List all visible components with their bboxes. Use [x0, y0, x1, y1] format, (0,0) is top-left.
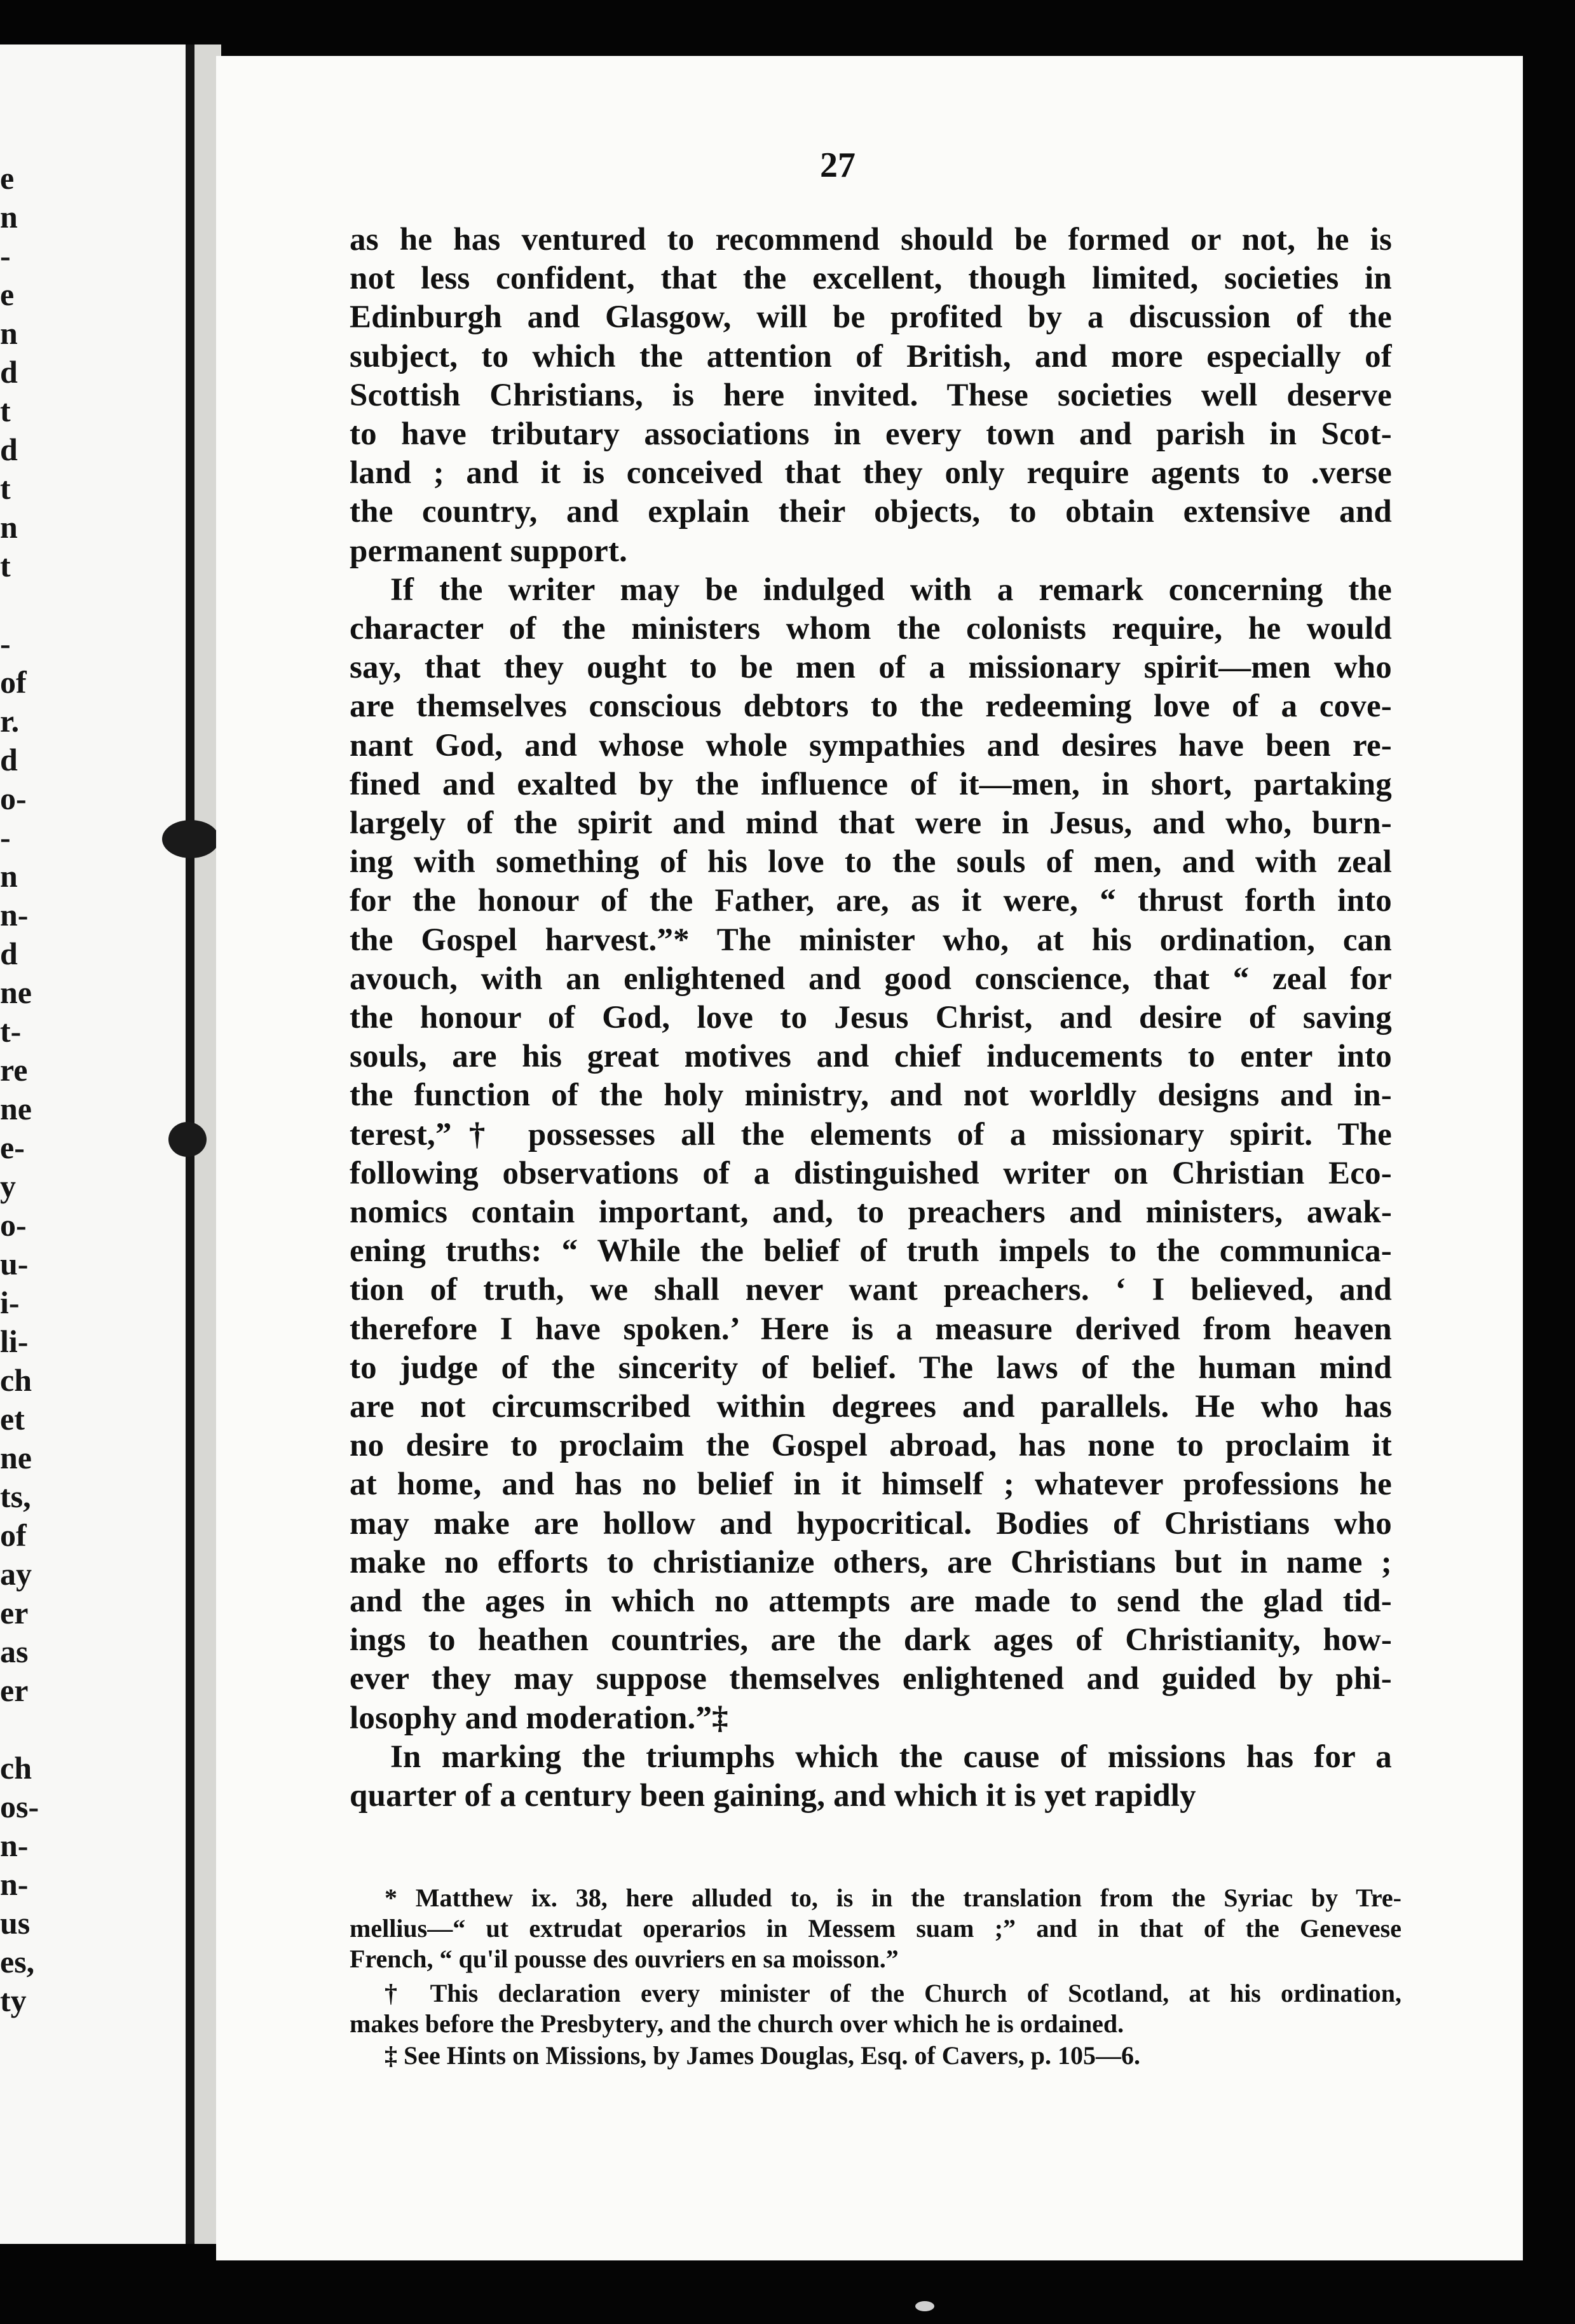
- text-line: land ; and it is conceived that they only require agents to .verse: [350, 455, 1392, 491]
- facing-page-text-fragments: [0, 159, 39, 2020]
- text-line: subject, to which the attention of British, and more especially of: [350, 338, 1392, 374]
- margin-fragment: er: [0, 1595, 29, 1630]
- margin-fragment: n-: [0, 897, 29, 933]
- text-line: terest,”† possesses all the elements of a missionary spirit. The: [350, 1116, 1392, 1152]
- text-line: ening truths: “ While the belief of truth impels to the communica-: [350, 1233, 1392, 1269]
- margin-fragment: n-: [0, 1866, 29, 1902]
- text-line: to have tributary associations in every town and parish in Scot-: [350, 416, 1392, 452]
- margin-fragment: ay: [0, 1556, 32, 1592]
- text-line: are not circumscribed within degrees and parallels. He who has: [350, 1389, 1392, 1425]
- margin-fragment: -: [0, 625, 11, 661]
- margin-fragment: n: [0, 509, 18, 545]
- margin-fragment: et: [0, 1401, 25, 1437]
- margin-fragment: ch: [0, 1362, 32, 1398]
- text-line: Scottish Christians, is here invited. These societies well deserve: [350, 377, 1392, 413]
- text-line: nant God, and whose whole sympathies and desires have been re-: [350, 727, 1392, 763]
- text-line: quarter of a century been gaining, and which it is yet rapidly: [350, 1778, 1196, 1814]
- margin-fragment: d: [0, 936, 18, 971]
- text-line: no desire to proclaim the Gospel abroad, has none to proclaim it: [350, 1428, 1392, 1464]
- text-line: souls, are his great motives and chief inducements to enter into: [350, 1039, 1392, 1075]
- footnote-line: mellius—“ ut extrudat operarios in Messem suam ;” and in that of the Genevese: [350, 1914, 1401, 1943]
- margin-fragment: n: [0, 199, 18, 235]
- ink-blot: [162, 820, 219, 858]
- margin-fragment: d: [0, 432, 18, 467]
- text-line: permanent support.: [350, 533, 628, 569]
- footnote-line: † This declaration every minister of the Church of Scotland, at his ordination,: [385, 1979, 1401, 2007]
- margin-fragment: o-: [0, 1207, 27, 1243]
- margin-fragment: of: [0, 664, 27, 700]
- page-smudge: [915, 2301, 934, 2311]
- margin-fragment: ch: [0, 1750, 32, 1786]
- text-line: ing with something of his love to the souls of men, and with zeal: [350, 844, 1392, 880]
- text-line: as he has ventured to recommend should be formed or not, he is: [350, 222, 1392, 257]
- margin-fragment: t: [0, 548, 11, 584]
- text-line: Edinburgh and Glasgow, will be profited by a discussion of the: [350, 299, 1392, 336]
- margin-fragment: -: [0, 819, 11, 855]
- margin-fragment: n: [0, 858, 18, 894]
- margin-fragment: -: [0, 238, 11, 273]
- margin-fragment: [0, 1710, 25, 1749]
- text-line: for the honour of the Father, are, as it were, “ thrust forth into: [350, 883, 1392, 919]
- footnote-line: French, “ qu'il pousse des ouvriers en sa moisson.”: [350, 1945, 899, 1973]
- margin-fragment: e-: [0, 1130, 25, 1165]
- text-line: the Gospel harvest.”* The minister who, at his ordination, can: [350, 922, 1392, 958]
- margin-fragment: i-: [0, 1285, 20, 1320]
- margin-fragment: ty: [0, 1983, 27, 2018]
- text-line: avouch, with an enlightened and good conscience, that “ zeal for: [350, 960, 1392, 997]
- margin-fragment: d: [0, 354, 18, 390]
- margin-fragment: as: [0, 1634, 29, 1669]
- text-line: and the ages in which no attempts are made to send the glad tid-: [350, 1583, 1392, 1619]
- margin-fragment: e: [0, 160, 15, 196]
- margin-fragment: n: [0, 315, 18, 351]
- margin-fragment: os-: [0, 1789, 39, 1824]
- margin-fragment: re: [0, 1052, 28, 1088]
- text-line: therefore I have spoken.’ Here is a measure derived from heaven: [350, 1311, 1392, 1347]
- text-line: at home, and has no belief in it himself ; whatever professions he: [350, 1466, 1392, 1503]
- margin-fragment: li-: [0, 1323, 29, 1359]
- text-line: losophy and moderation.”‡: [350, 1700, 728, 1736]
- margin-fragment: [0, 585, 25, 624]
- margin-fragment: n-: [0, 1828, 29, 1863]
- margin-fragment: t-: [0, 1013, 22, 1049]
- margin-fragment: ne: [0, 1091, 32, 1126]
- footnote-line: ‡ See Hints on Missions, by James Douglas, Esq. of Cavers, p. 105—6.: [385, 2041, 1141, 2070]
- text-line: largely of the spirit and mind that were in Jesus, and who, burn-: [350, 805, 1392, 841]
- text-line: In marking the triumphs which the cause of missions has for a: [390, 1739, 1392, 1775]
- margin-fragment: o-: [0, 781, 27, 816]
- text-line: may make are hollow and hypocritical. Bodies of Christians who: [350, 1505, 1392, 1541]
- ink-blot: [168, 1122, 207, 1157]
- margin-fragment: of: [0, 1517, 27, 1553]
- footnote-line: makes before the Presbytery, and the church over which he is ordained.: [350, 2009, 1124, 2038]
- text-line: If the writer may be indulged with a remark concerning the: [390, 571, 1392, 608]
- text-line: ings to heathen countries, are the dark ages of Christianity, how-: [350, 1622, 1392, 1658]
- text-line: are themselves conscious debtors to the redeeming love of a cove-: [350, 688, 1392, 725]
- text-line: following observations of a distinguished writer on Christian Eco-: [350, 1155, 1392, 1191]
- text-line: the function of the holy ministry, and not worldly designs and in-: [350, 1077, 1392, 1114]
- text-line: to judge of the sincerity of belief. The laws of the human mind: [350, 1350, 1392, 1386]
- text-line: the honour of God, love to Jesus Christ, and desire of saving: [350, 1000, 1392, 1036]
- margin-fragment: t: [0, 470, 11, 506]
- text-line: the country, and explain their objects, to obtain extensive and: [350, 494, 1392, 530]
- text-line: not less confident, that the excellent, though limited, societies in: [350, 261, 1392, 297]
- text-line: tion of truth, we shall never want preachers. ‘ I believed, and: [350, 1272, 1392, 1308]
- text-line: fined and exalted by the influence of it—men, in short, partaking: [350, 766, 1392, 802]
- margin-fragment: t: [0, 393, 11, 428]
- margin-fragment: y: [0, 1168, 16, 1204]
- margin-fragment: ne: [0, 974, 32, 1010]
- margin-fragment: es,: [0, 1944, 35, 1979]
- text-line: say, that they ought to be men of a missionary spirit—men who: [350, 650, 1392, 686]
- margin-fragment: u-: [0, 1246, 29, 1282]
- margin-fragment: d: [0, 742, 18, 777]
- margin-fragment: ts,: [0, 1479, 31, 1514]
- margin-fragment: er: [0, 1672, 29, 1708]
- text-line: ever they may suppose themselves enlightened and guided by phi-: [350, 1661, 1392, 1697]
- margin-fragment: us: [0, 1905, 31, 1941]
- margin-fragment: r.: [0, 703, 20, 739]
- text-line: nomics contain important, and, to preachers and ministers, awak-: [350, 1194, 1392, 1230]
- margin-fragment: e: [0, 277, 15, 312]
- text-line: make no efforts to christianize others, are Christians but in name ;: [350, 1544, 1392, 1580]
- text-line: character of the ministers whom the colonists require, he would: [350, 611, 1392, 646]
- page-number: 27: [820, 146, 856, 185]
- footnote-line: * Matthew ix. 38, here alluded to, is in the translation from the Syriac by Tre-: [385, 1883, 1401, 1912]
- margin-fragment: ne: [0, 1440, 32, 1475]
